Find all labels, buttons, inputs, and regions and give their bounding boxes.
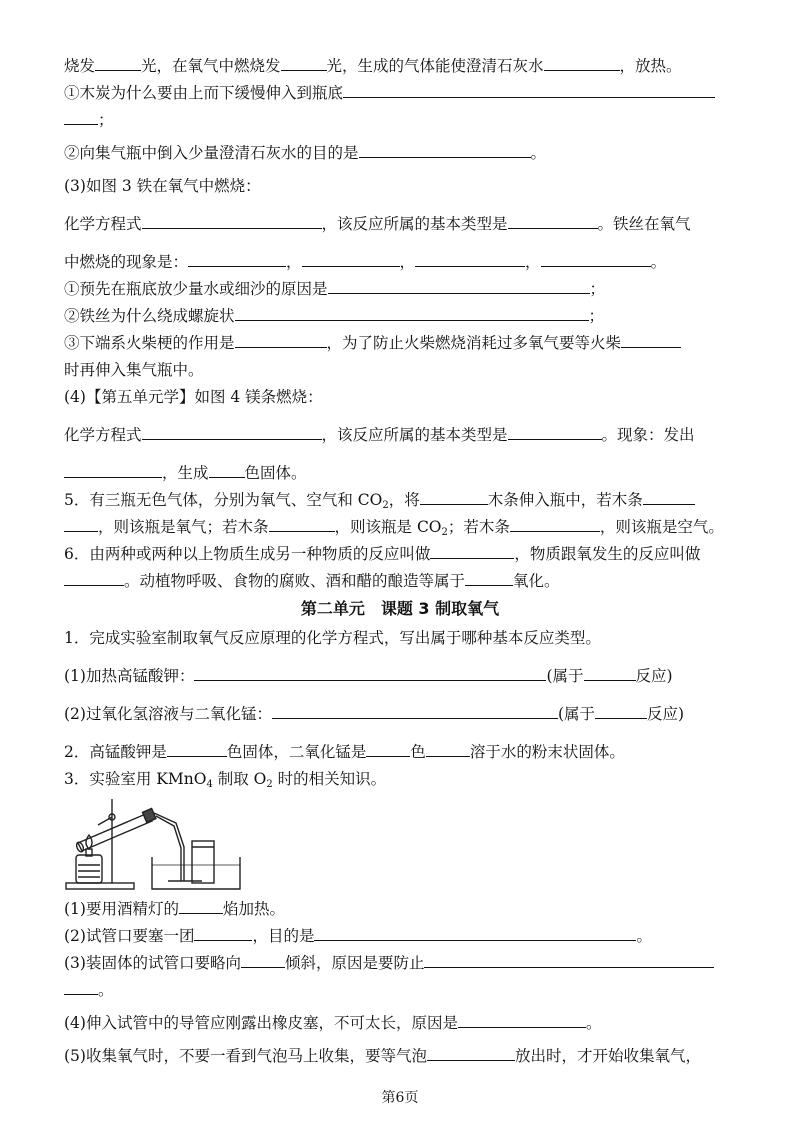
text: ，则该瓶是氧气；若木条 [98, 518, 269, 536]
answer-blank[interactable] [64, 980, 98, 995]
answer-blank[interactable] [314, 926, 636, 941]
text: (5)收集氧气时，不要一看到气泡马上收集，要等气泡 [64, 1047, 427, 1065]
answer-blank[interactable] [188, 252, 286, 267]
answer-blank[interactable] [142, 214, 322, 229]
text: ； [588, 307, 605, 325]
answer-blank[interactable] [167, 742, 227, 757]
line-9 [64, 306, 736, 326]
answer-blank[interactable] [465, 571, 513, 586]
line-8 [64, 279, 736, 299]
answer-blank[interactable] [64, 571, 124, 586]
answer-blank[interactable] [269, 517, 335, 532]
subscript: 4 [206, 779, 213, 790]
text: (2)试管口要塞一团 [64, 927, 195, 945]
text: 。 [636, 927, 652, 945]
text: 1．完成实验室制取氧气反应原理的化学方程式，写出属于哪种基本反应类型。 [64, 629, 601, 647]
line-24 [64, 899, 736, 919]
line-23 [64, 769, 736, 789]
answer-blank[interactable] [366, 742, 410, 757]
text: ； [98, 111, 114, 129]
answer-blank[interactable] [302, 252, 400, 267]
apparatus-figure [64, 795, 736, 893]
line-18 [64, 571, 736, 591]
text: 光，在氧气中燃烧发 [141, 57, 281, 75]
text: 3．实验室用 KMnO [64, 770, 207, 788]
text: ， [286, 253, 302, 271]
answer-blank[interactable] [621, 333, 681, 348]
answer-blank[interactable] [510, 517, 600, 532]
line-19 [64, 628, 736, 648]
text: 焰加热。 [222, 900, 285, 918]
line-14 [64, 463, 736, 483]
answer-blank[interactable] [209, 463, 245, 478]
line-20 [64, 666, 736, 686]
answer-blank[interactable] [415, 252, 525, 267]
text: ，目的是 [252, 927, 315, 945]
text: ， [399, 253, 416, 271]
text: 反应) [647, 705, 685, 723]
text: 时的相关知识。 [272, 770, 387, 788]
text: ③下端系火柴梗的作用是 [64, 334, 235, 352]
text: 。铁丝在氧气 [597, 215, 691, 233]
answer-blank[interactable] [281, 56, 327, 71]
answer-blank[interactable] [179, 899, 223, 914]
answer-blank[interactable] [328, 279, 590, 294]
text: ，则该瓶是 CO [334, 518, 442, 536]
line-13 [64, 425, 736, 445]
line-5 [64, 176, 736, 196]
text: 。 [585, 1014, 602, 1032]
text: 木条伸入瓶中，若木条 [487, 491, 643, 509]
text: 。 [98, 981, 114, 999]
subscript: 2 [382, 500, 389, 511]
text: 2．高锰酸钾是 [64, 743, 167, 761]
text: (属于 [546, 667, 584, 685]
line-10 [64, 333, 736, 353]
text: 色 [410, 743, 426, 761]
answer-blank[interactable] [424, 953, 714, 968]
text: ，则该瓶是空气。 [599, 518, 724, 536]
answer-blank[interactable] [194, 926, 252, 941]
line-27 [64, 980, 736, 1000]
text: 。 [650, 253, 667, 271]
text: ，将 [388, 491, 420, 509]
text: ②向集气瓶中倒入少量澄清石灰水的目的是 [64, 144, 359, 162]
line-12 [64, 387, 736, 407]
text: ， [525, 253, 541, 271]
page-number: 第6页 [381, 1090, 419, 1106]
answer-blank[interactable] [458, 1013, 586, 1028]
line-2 [64, 83, 736, 103]
text: 色固体，二氧化锰是 [226, 743, 367, 761]
text: ①预先在瓶底放少量水或细沙的原因是 [64, 280, 328, 298]
text: 时再伸入集气瓶中。 [64, 361, 204, 379]
text: 光，生成的气体能使澄清石灰水 [326, 57, 544, 75]
text: 。现象：发出 [601, 426, 695, 444]
line-25 [64, 926, 736, 946]
text: 溶于水的粉末状固体。 [469, 743, 625, 761]
alcohol-lamp [76, 855, 102, 883]
text: 。 [530, 144, 547, 162]
answer-blank[interactable] [427, 1046, 515, 1061]
text: ； [589, 280, 606, 298]
line-1 [64, 56, 736, 76]
answer-blank[interactable] [142, 425, 322, 440]
answer-blank[interactable] [343, 83, 715, 98]
answer-blank[interactable] [235, 333, 327, 348]
answer-blank[interactable] [359, 143, 531, 158]
text: 制取 O [212, 770, 267, 788]
line-11 [64, 360, 736, 380]
answer-blank[interactable] [584, 666, 636, 681]
answer-blank[interactable] [235, 306, 589, 321]
text: 氧化。 [513, 572, 560, 590]
line-21 [64, 704, 736, 724]
answer-blank[interactable] [544, 56, 620, 71]
answer-blank[interactable] [595, 704, 647, 719]
text: 放出时，才开始收集氧气， [514, 1047, 701, 1065]
answer-blank[interactable] [426, 742, 470, 757]
line-16 [64, 517, 736, 537]
answer-blank[interactable] [643, 490, 695, 505]
lab-apparatus-illustration [64, 795, 244, 893]
text: 5．有三瓶无色气体，分别为氧气、空气和 CO [64, 491, 383, 509]
line-3 [64, 110, 736, 130]
text: ，为了防止火柴燃烧消耗过多氧气要等火柴 [326, 334, 622, 352]
worksheet-page [64, 56, 736, 1066]
text: 化学方程式 [64, 426, 142, 444]
text: ②铁丝为什么绕成螺旋状 [64, 307, 235, 325]
answer-blank[interactable] [241, 953, 285, 968]
answer-blank[interactable] [64, 517, 98, 532]
text: (1)要用酒精灯的 [64, 900, 179, 918]
answer-blank[interactable] [272, 704, 558, 719]
subscript: 2 [441, 527, 448, 538]
text: (3)如图 3 铁在氧气中燃烧： [64, 177, 261, 195]
text: 化学方程式 [64, 215, 142, 233]
text: 色固体。 [244, 464, 307, 482]
text: (3)装固体的试管口要略向 [64, 954, 241, 972]
answer-blank[interactable] [194, 666, 546, 681]
line-29 [64, 1046, 736, 1066]
line-22 [64, 742, 736, 762]
text: (4)【第五单元学】如图 4 镁条燃烧： [64, 388, 323, 406]
text: 。动植物呼吸、食物的腐败、酒和醋的酿造等属于 [124, 572, 466, 590]
answer-blank[interactable] [95, 56, 141, 71]
answer-blank[interactable] [508, 425, 602, 440]
line-4 [64, 143, 736, 163]
text: 倾斜，原因是要防止 [284, 954, 425, 972]
text: ，该反应所属的基本类型是 [321, 426, 508, 444]
section-heading: 第二单元 课题 3 制取氧气 [300, 599, 500, 618]
text: ①木炭为什么要由上而下缓慢伸入到瓶底 [64, 84, 344, 102]
answer-blank[interactable] [64, 110, 98, 125]
line-26 [64, 953, 736, 973]
text: 反应) [635, 667, 673, 685]
answer-blank[interactable] [430, 544, 514, 559]
answer-blank[interactable] [541, 252, 651, 267]
line-6 [64, 214, 736, 234]
line-28 [64, 1013, 736, 1033]
stand-base [66, 883, 134, 889]
text: 烧发 [64, 57, 96, 75]
text: 中燃烧的现象是： [64, 253, 189, 271]
answer-blank[interactable] [420, 490, 488, 505]
answer-blank[interactable] [64, 463, 162, 478]
answer-blank[interactable] [508, 214, 598, 229]
text: ，该反应所属的基本类型是 [321, 215, 508, 233]
line-7 [64, 252, 736, 272]
text: (4)伸入试管中的导管应刚露出橡皮塞，不可太长，原因是 [64, 1014, 458, 1032]
subscript: 2 [266, 779, 273, 790]
text: (属于 [557, 705, 596, 723]
text: ；若木条 [447, 518, 510, 536]
text: ，放热。 [619, 57, 682, 75]
line-17 [64, 544, 736, 564]
text: (1)加热高锰酸钾： [64, 667, 195, 685]
text: (2)过氧化氢溶液与二氧化锰： [64, 705, 272, 723]
text: ，物质跟氧发生的反应叫做 [514, 545, 701, 563]
line-15 [64, 490, 736, 510]
water-trough [152, 857, 240, 889]
text: ，生成 [162, 464, 209, 482]
text: 6．由两种或两种以上物质生成另一种物质的反应叫做 [64, 545, 431, 563]
